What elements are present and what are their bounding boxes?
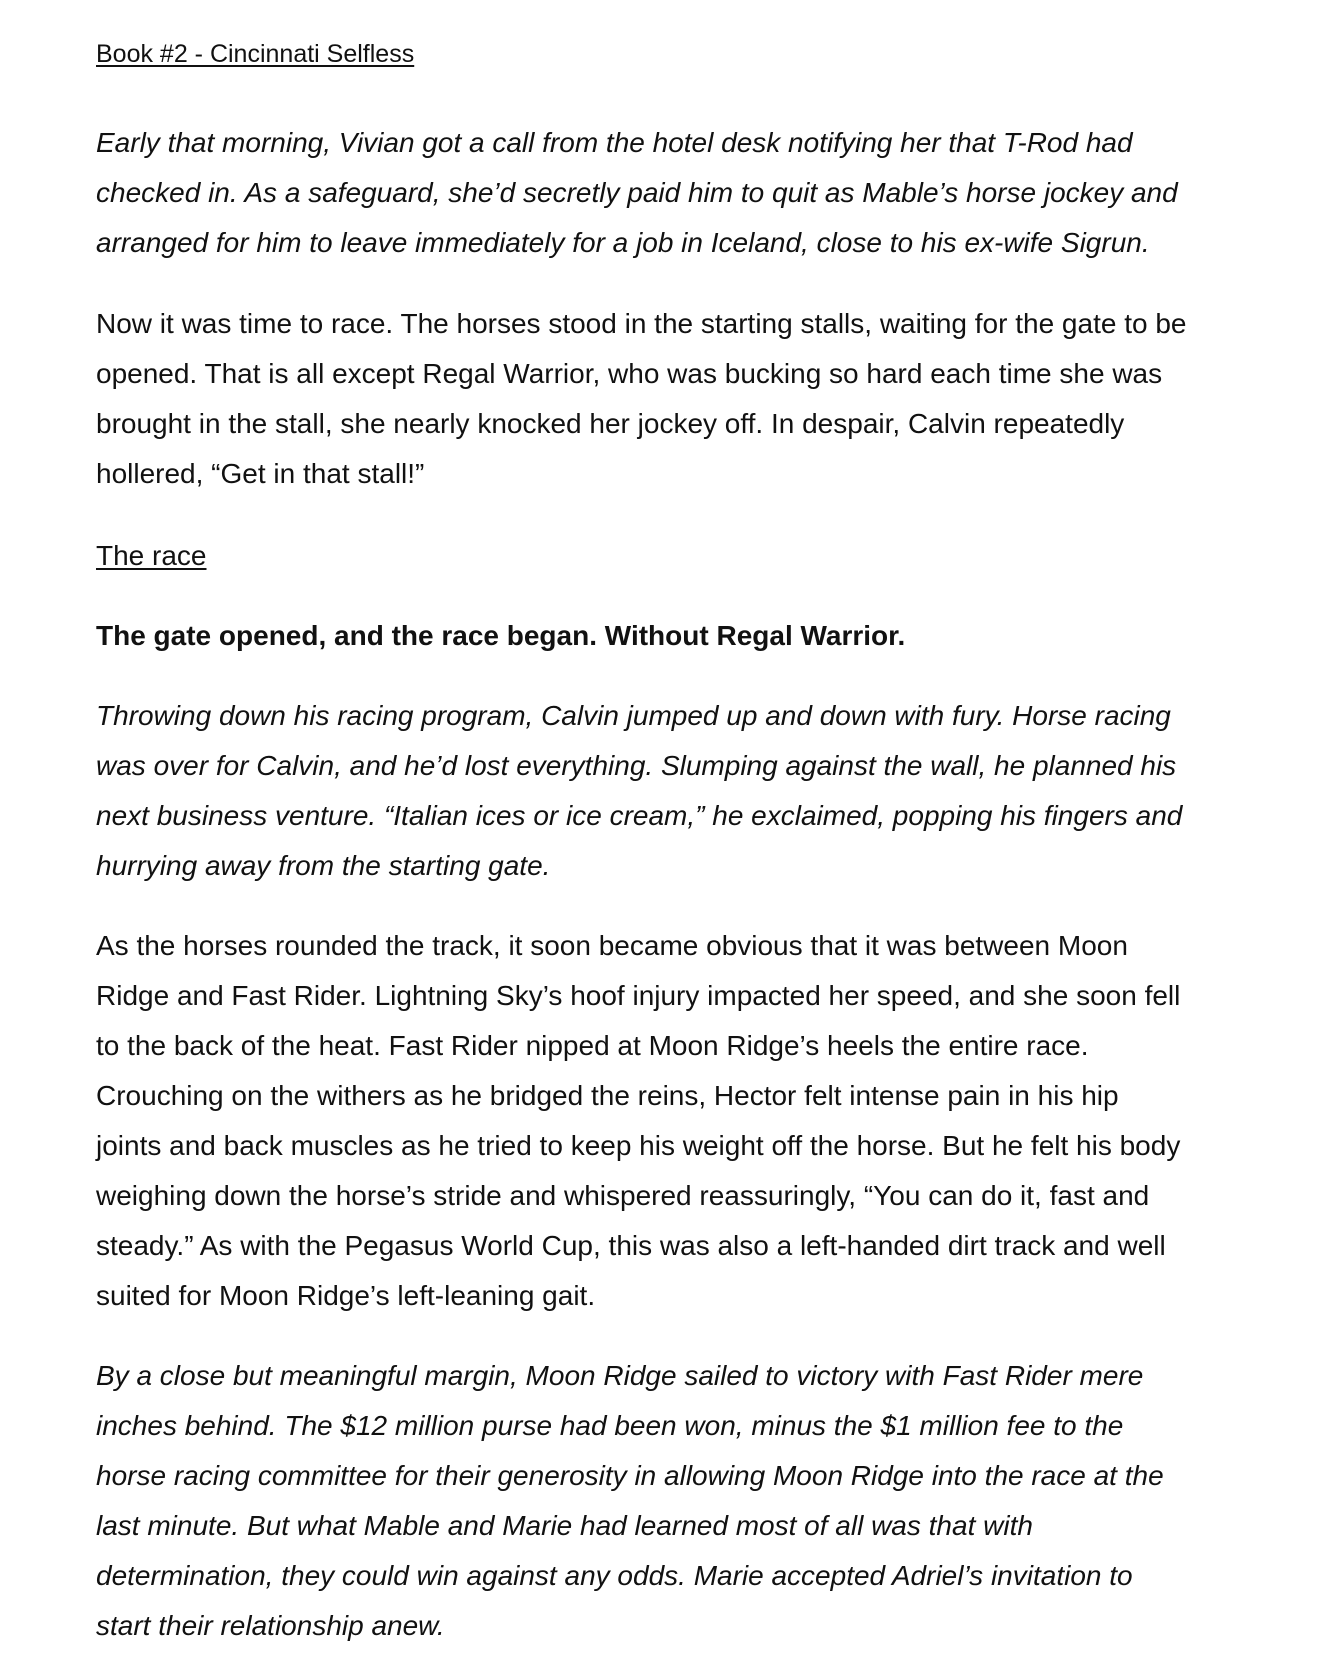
text-line: last minute. But what Mable and Marie had learned most of all was that with	[96, 1510, 1033, 1541]
text-line: to the back of the heat. Fast Rider nipped at Moon Ridge’s heels the entire race.	[96, 1030, 1089, 1061]
text-line: next business venture. “Italian ices or ice cream,” he exclaimed, popping his fingers and	[96, 800, 1183, 831]
text-line: hollered, “Get in that stall!”	[96, 458, 425, 489]
text-line: Throwing down his racing program, Calvin jumped up and down with fury. Horse racing	[96, 700, 1171, 731]
text-line: brought in the stall, she nearly knocked her jockey off. In despair, Calvin repeatedly	[96, 408, 1125, 439]
text-line: As the horses rounded the track, it soon became obvious that it was between Moon	[96, 930, 1128, 961]
text-line: horse racing committee for their generosity in allowing Moon Ridge into the race at the	[96, 1460, 1164, 1491]
text-line: was over for Calvin, and he’d lost everything. Slumping against the wall, he planned his	[96, 750, 1177, 781]
text-line: joints and back muscles as he tried to keep his weight off the horse. But he felt his body	[96, 1130, 1181, 1161]
text-line: determination, they could win against any odds. Marie accepted Adriel’s invitation to	[96, 1560, 1133, 1591]
text-line: checked in. As a safeguard, she’d secretly paid him to quit as Mable’s horse jockey and	[96, 177, 1178, 208]
text-line: start their relationship anew.	[96, 1610, 445, 1641]
text-line: opened. That is all except Regal Warrior, who was bucking so hard each time she was	[96, 358, 1163, 389]
text-line: Ridge and Fast Rider. Lightning Sky’s hoof injury impacted her speed, and she soon fell	[96, 980, 1181, 1011]
bold-statement: The gate opened, and the race began. Without Regal Warrior.	[96, 620, 906, 651]
text-line: Now it was time to race. The horses stood in the starting stalls, waiting for the gate to be	[96, 308, 1187, 339]
text-line: steady.” As with the Pegasus World Cup, this was also a left-handed dirt track and well	[96, 1230, 1166, 1261]
text-line: suited for Moon Ridge’s left-leaning gait.	[96, 1280, 596, 1311]
text-line: Early that morning, Vivian got a call from the hotel desk notifying her that T-Rod had	[96, 127, 1133, 158]
text-line: inches behind. The $12 million purse had been won, minus the $1 million fee to the	[96, 1410, 1124, 1441]
text-line: arranged for him to leave immediately for a job in Iceland, close to his ex-wife Sigrun.	[96, 227, 1150, 258]
text-line: hurrying away from the starting gate.	[96, 850, 551, 881]
text-line: Crouching on the withers as he bridged the reins, Hector felt intense pain in his hip	[96, 1080, 1119, 1111]
book-header: Book #2 - Cincinnati Selfless	[96, 40, 415, 68]
section-heading: The race	[96, 540, 207, 571]
text-line: By a close but meaningful margin, Moon Ridge sailed to victory with Fast Rider mere	[96, 1360, 1144, 1391]
text-line: weighing down the horse’s stride and whispered reassuringly, “You can do it, fast and	[96, 1180, 1150, 1211]
